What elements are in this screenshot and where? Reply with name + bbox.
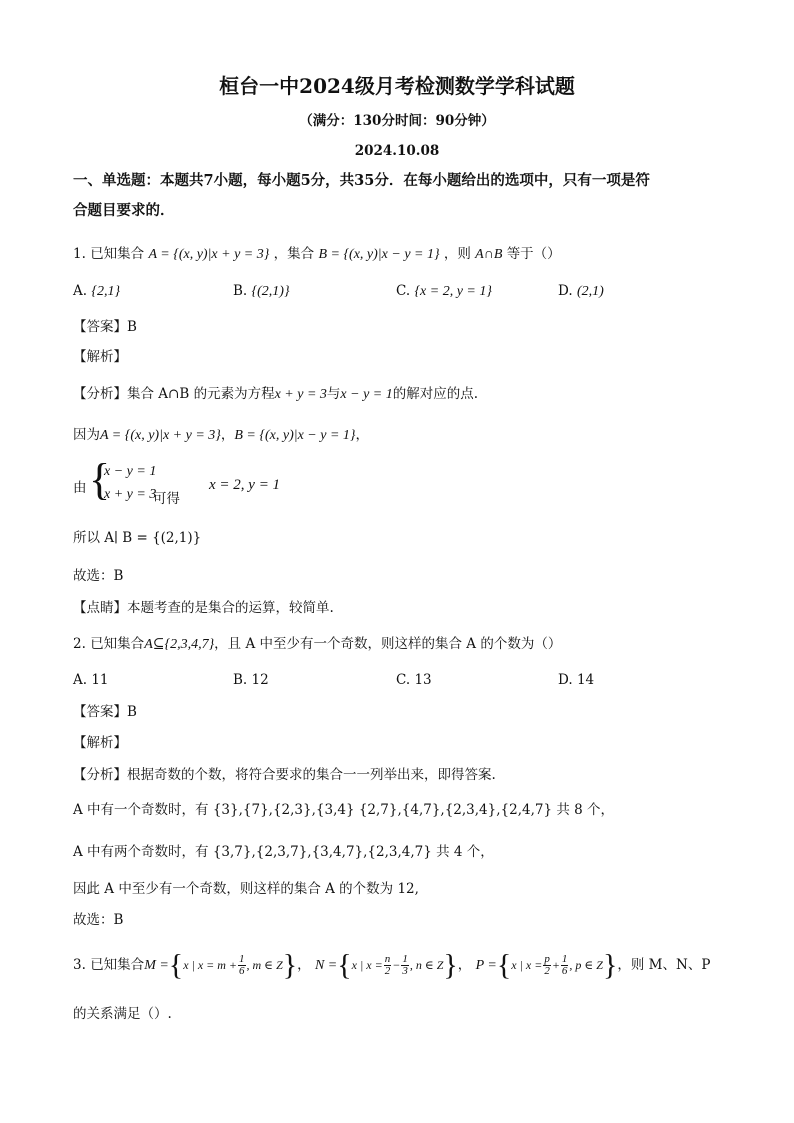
choice-2: 故选：B xyxy=(73,912,124,928)
exam-date: 2024.10.08 xyxy=(354,143,440,159)
kede: 可得 xyxy=(153,491,180,507)
question-number: 1. xyxy=(73,246,86,262)
analysis-2: 【分析】根据奇数的个数，将符合要求的集合一一列举出来，即得答案. xyxy=(73,767,496,783)
analysis-head-1: 【解析】 xyxy=(73,349,127,365)
question-1-option-c[interactable]: C. {x = 2, y = 1} xyxy=(396,283,492,299)
you: 由 xyxy=(73,480,87,496)
remark-1: 【点睛】本题考查的是集合的运算，较简单. xyxy=(73,600,334,616)
analysis-head-2: 【解析】 xyxy=(73,735,127,751)
exam-subtitle: （满分：130分时间：90分钟） xyxy=(299,113,495,129)
question-1-stem xyxy=(73,245,561,264)
question-2-option-d[interactable]: D. 14 xyxy=(558,672,595,688)
system-eq-1: x − y = 1 xyxy=(104,464,157,479)
case-one-odd: A 中有一个奇数时，有 {3},{7},{2,3},{3,4} {2,7},{4,7},{2,3,4},{2,4,7} 共 8 个， xyxy=(73,802,615,818)
conclusion-2: 因此 A 中至少有一个奇数，则这样的集合 A 的个数为 12, xyxy=(73,881,419,897)
text: ，集合 xyxy=(273,246,315,262)
question-2-option-c[interactable]: C. 13 xyxy=(396,672,432,688)
question-1-option-d[interactable]: D. (2,1) xyxy=(558,283,604,299)
equation-system xyxy=(73,455,373,507)
question-2-option-a[interactable]: A. 11 xyxy=(73,672,109,688)
question-3-stem-line2: 的关系满足（）. xyxy=(73,1006,172,1022)
system-eq-2: x + y = 3 xyxy=(104,487,157,502)
intersection-expr: A∩B xyxy=(475,247,503,262)
exam-title: 桓台一中2024级月考检测数学学科试题 xyxy=(219,74,575,98)
question-2-option-b[interactable]: B. 12 xyxy=(233,672,269,688)
question-2-stem: 2. 已知集合A⊆{2,3,4,7}，且 A 中至少有一个奇数，则这样的集合 A 的个数为（） xyxy=(73,636,562,652)
section-heading-line2: 合题目要求的． xyxy=(73,202,175,219)
text: ，则 xyxy=(443,246,471,262)
solution: x = 2, y = 1 xyxy=(209,477,281,493)
answer-2: 【答案】B xyxy=(73,704,137,720)
because-line: 因为A = {(x, y)|x + y = 3}，B = {(x, y)|x − y = 1}， xyxy=(73,427,369,443)
question-number: 2. xyxy=(73,636,86,652)
question-1-option-b[interactable]: B. {(2,1)} xyxy=(233,283,290,299)
choice-1: 故选：B xyxy=(73,568,124,584)
section-heading-line1: 一、单选题：本题共7小题，每小题5分，共35分．在每小题给出的选项中，只有一项是符 xyxy=(73,172,650,189)
text: 已知集合 xyxy=(90,246,145,262)
case-two-odd: A 中有两个奇数时，有 {3,7},{2,3,7},{3,4,7},{2,3,4,7} 共 4 个， xyxy=(73,844,494,860)
question-1-option-a[interactable]: A. {2,1} xyxy=(73,283,121,299)
analysis-1: 【分析】集合 A∩B 的元素为方程x + y = 3与x − y = 1的解对应的点. xyxy=(73,386,479,402)
text: 等于（） xyxy=(506,246,561,262)
set-a: A = {(x, y)|x + y = 3} xyxy=(148,247,270,262)
question-3-stem: 3. 已知集合M ={x | x = m + $\frac{1}{6}$ , m ∈ Z}， N ={x | x = $\frac{n}{2}$ − $\frac{1}{3}$ , n ∈ Z}， P ={x | x = $\frac{p}{2}$ + $\frac{1}{6}$ , p ∈ Z}，则 M、N、P xyxy=(73,948,711,982)
therefore-1: 所以 A∣ B = {(2,1)} xyxy=(73,530,202,546)
set-b: B = {(x, y)|x − y = 1} xyxy=(318,247,440,262)
answer-1: 【答案】B xyxy=(73,319,137,335)
question-number: 3. xyxy=(73,957,86,973)
left-brace: { xyxy=(89,455,111,504)
